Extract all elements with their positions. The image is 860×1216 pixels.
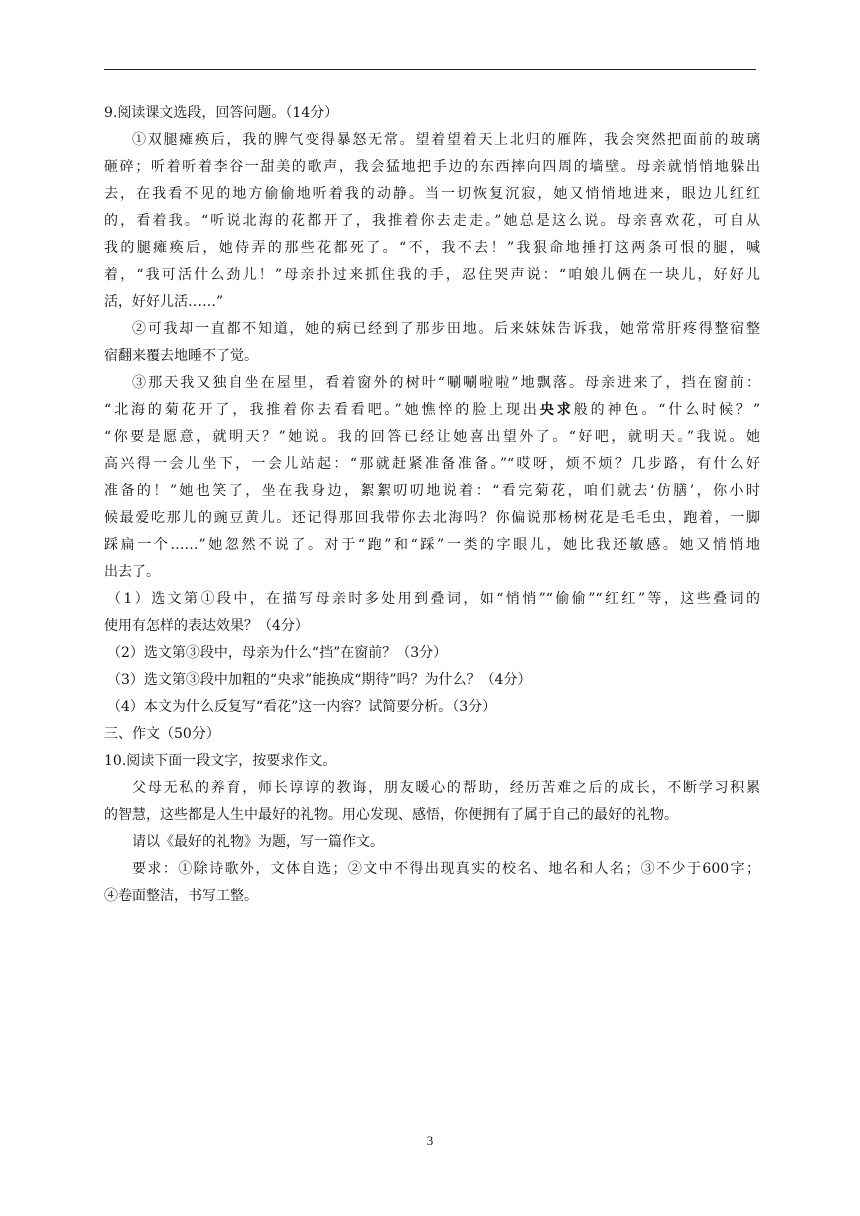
passage-paragraph-1 [104,127,760,316]
header-rule [104,69,756,70]
question-10-title: 10.阅读下面一段文字，按要求作文。 [104,753,337,769]
page-number: 3 [426,1133,434,1148]
text-segment: 般的神色。“什么时候？” [573,402,760,418]
text-line: “你要是愿意，就明天？”她说。我的回答已经让她喜出望外了。“好吧，就明天。”我说。她 [104,429,760,445]
essay-title-instruction: 请以《最好的礼物》为题，写一篇作文。 [132,834,384,850]
text-line: 踩扁一个……”她忽然不说了。对于“跑”和“踩”一类的字眼儿，她比我还敏感。她又悄悄地 [104,537,760,553]
text-line: 活，好好儿活……” [104,294,224,310]
text-line: ④卷面整洁，书写工整。 [104,888,258,904]
passage-paragraph-2 [104,316,760,370]
text-line: 出去了。 [104,564,160,580]
essay-prompt-paragraph [104,775,760,829]
text-line: 砸碎；听着听着李谷一甜美的歌声，我会猛地把手边的东西摔向四周的墙壁。母亲就悄悄地躲出 [104,159,760,175]
text-line: 的，看着我。“听说北海的花都开了，我推着你去走走。”她总是这么说。母亲喜欢花，可自从 [104,213,760,229]
bold-word-yangqiu: 央求 [539,402,574,418]
text-line: 候最爱吃那儿的豌豆黄儿。还记得那回我带你去北海吗？你偏说那杨树花是毛毛虫，跑着，一脚 [104,510,760,526]
section-3-heading: 三、作文（50分） [104,726,220,742]
text-line: ②可我却一直都不知道，她的病已经到了那步田地。后来妹妹告诉我，她常常肝疼得整宿整 [132,321,760,337]
text-segment: “北海的菊花开了，我推着你去看看吧。”她憔悴的脸上现出 [104,402,540,418]
text-line: 要求：①除诗歌外，文体自选；②文中不得出现真实的校名、地名和人名；③不少于600字； [132,861,760,877]
sub-question-2: （2）选文第③段中，母亲为什么“挡”在窗前？（3分） [107,645,448,661]
text-line: 使用有怎样的表达效果？（4分） [104,618,309,634]
sub-question-4: （4）本文为什么反复写“看花”这一内容？试简要分析。（3分） [107,699,497,715]
text-line: ③那天我又独自坐在屋里，看着窗外的树叶“唰唰啦啦”地飘落。母亲进来了，挡在窗前： [132,375,760,391]
text-line: 的智慧，这些都是人生中最好的礼物。用心发现、感悟，你便拥有了属于自己的最好的礼物。 [104,807,678,823]
text-line: （1）选文第①段中，在描写母亲时多处用到叠词，如“悄悄”“偷偷”“红红”等，这些叠词的 [107,591,760,607]
text-line: 着，“我可活什么劲儿！”母亲扑过来抓住我的手，忍住哭声说：“咱娘儿俩在一块儿，好好儿 [104,267,760,283]
sub-question-3: （3）选文第③段中加粗的“央求”能换成“期待”吗？为什么？（4分） [107,672,532,688]
text-line: 高兴得一会儿坐下，一会儿站起：“那就赶紧准备准备。”“哎呀，烦不烦？几步路，有什么好 [104,456,760,472]
text-line: ①双腿瘫痪后，我的脾气变得暴怒无常。望着望着天上北归的雁阵，我会突然把面前的玻璃 [132,132,760,148]
passage-paragraph-3 [104,370,760,586]
page-content [104,100,760,910]
sub-question-1 [104,586,760,640]
essay-requirements [104,856,760,910]
text-line: 宿翻来覆去地睡不了觉。 [104,348,258,364]
text-line: 准备的！”她也笑了，坐在我身边，絮絮叨叨地说着：“看完菊花，咱们就去‘仿膳’，你小时 [104,483,760,499]
text-line: 父母无私的养育，师长谆谆的教诲，朋友暖心的帮助，经历苦难之后的成长，不断学习积累 [132,780,760,796]
question-9-title: 9.阅读课文选段，回答问题。（14分） [104,105,339,121]
text-line-with-bold [104,397,760,424]
text-line: 去，在我看不见的地方偷偷地听着我的动静。当一切恢复沉寂，她又悄悄地进来，眼边儿红红 [104,186,760,202]
text-line: 我的腿瘫痪后，她侍弄的那些花都死了。“不，我不去！”我狠命地捶打这两条可恨的腿，喊 [104,240,760,256]
